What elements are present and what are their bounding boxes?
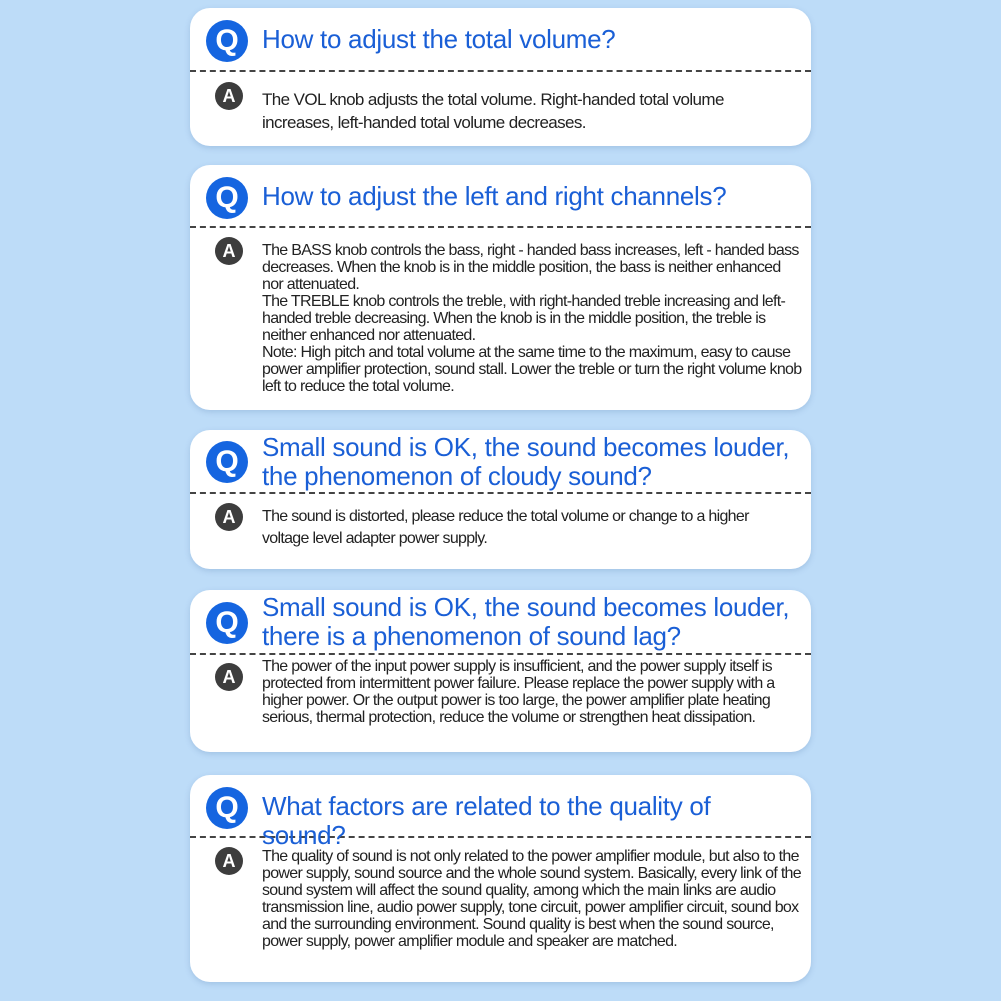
answer-paragraph: Note: High pitch and total volume at the same time to the maximum, easy to cause power amplifier protection, sound stall. Lower the treble or turn the right volume knob left to reduce the total volume. — [262, 344, 802, 395]
question-row — [190, 430, 811, 494]
answer-badge: A — [215, 847, 243, 875]
answer-text — [262, 242, 805, 395]
question-text: How to adjust the left and right channels? — [262, 181, 727, 211]
answer-badge: A — [215, 663, 243, 691]
answer-paragraph: The TREBLE knob controls the treble, with right-handed treble increasing and left-handed treble decreasing. When the knob is in the middle position, the treble is neither enhanced nor attenuated. — [262, 293, 786, 344]
question-row — [190, 8, 811, 72]
question-badge: Q — [206, 787, 248, 829]
faq-card-volume — [190, 8, 811, 146]
answer-badge: A — [215, 237, 243, 265]
faq-card-sound-lag — [190, 590, 811, 752]
question-row — [190, 165, 811, 228]
answer-badge: A — [215, 82, 243, 110]
faq-card-sound-quality — [190, 775, 811, 982]
question-row — [190, 590, 811, 655]
question-row — [190, 775, 811, 850]
question-text: What factors are related to the quality of sound? — [262, 791, 711, 850]
question-badge: Q — [206, 441, 248, 483]
question-text: Small sound is OK, the sound becomes louder, there is a phenomenon of sound lag? — [262, 592, 790, 651]
question-text: How to adjust the total volume? — [262, 24, 616, 54]
question-badge: Q — [206, 602, 248, 644]
answer-text: The sound is distorted, please reduce the total volume or change to a higher voltage level adapter power supply. — [262, 508, 749, 547]
answer-badge: A — [215, 503, 243, 531]
question-badge: Q — [206, 20, 248, 62]
faq-card-cloudy-sound — [190, 430, 811, 569]
answer-text: The quality of sound is not only related to the power amplifier module, but also to the power supply, sound source and the whole sound system. Basically, every link of the sound system will affect the sound quality, among which the main links are audio transmission line, audio power supply, tone circuit, power amplifier circuit, sound box and the surrounding environment. Sound quality is best when the sound source, power supply, power amplifier module and speaker are matched. — [262, 848, 801, 950]
faq-card-channels — [190, 165, 811, 410]
answer-paragraph: The BASS knob controls the bass, right - handed bass increases, left - handed bass decreases. When the knob is in the middle position, the bass is neither enhanced nor attenuated. — [262, 242, 799, 293]
question-badge: Q — [206, 177, 248, 219]
answer-text: The power of the input power supply is insufficient, and the power supply itself is protected from intermittent power failure. Please replace the power supply with a higher power. Or the output power is too large, the power amplifier plate heating serious, thermal protection, reduce the volume or strengthen heat dissipation. — [262, 658, 775, 726]
question-text: Small sound is OK, the sound becomes louder, the phenomenon of cloudy sound? — [262, 432, 790, 491]
answer-text: The VOL knob adjusts the total volume. Right-handed total volume increases, left-handed total volume decreases. — [262, 90, 724, 132]
